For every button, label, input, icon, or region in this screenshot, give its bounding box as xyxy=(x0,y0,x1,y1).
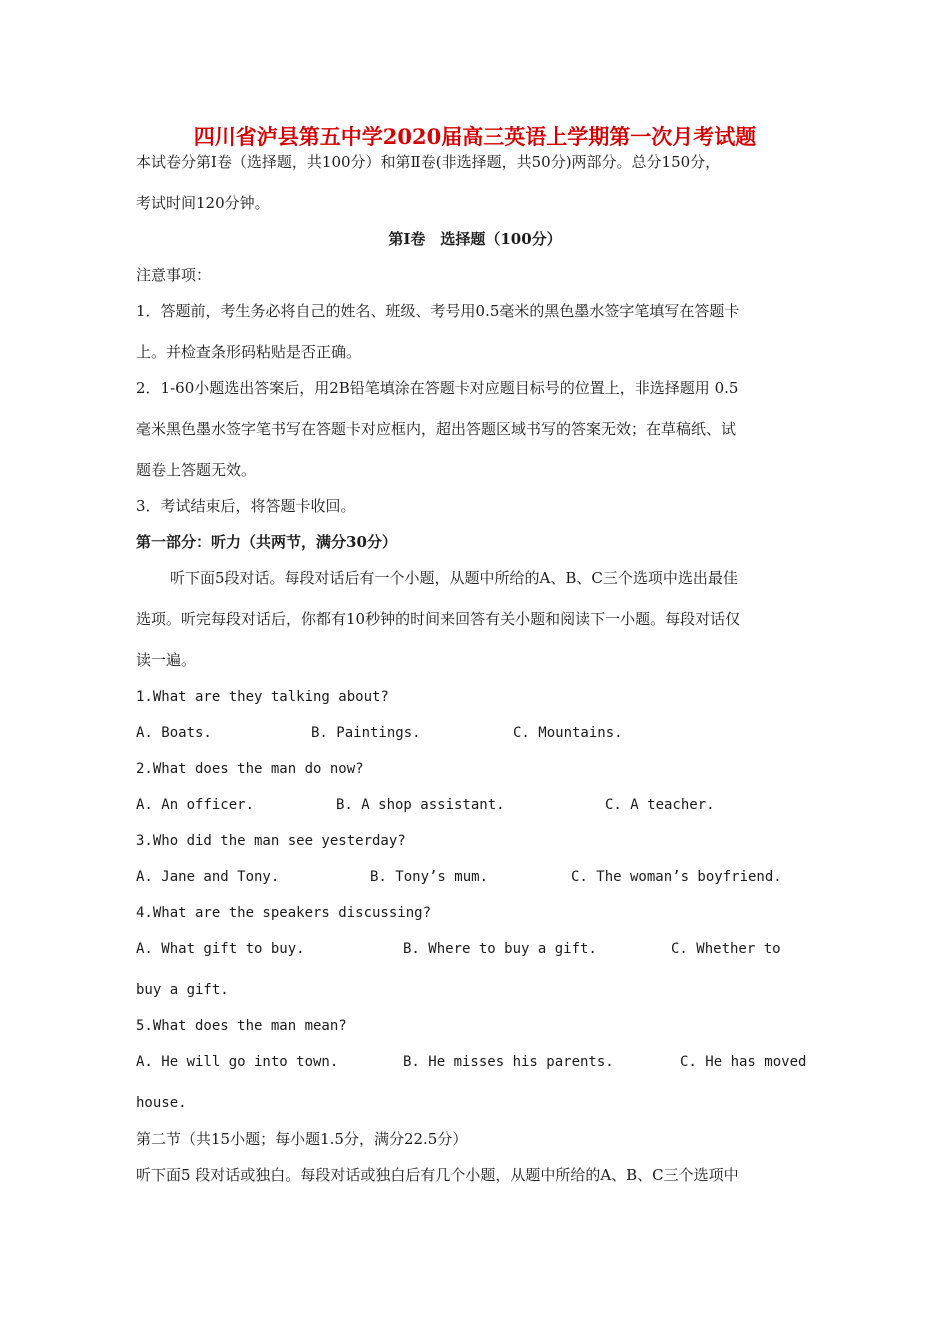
section1-heading: 第一部分：听力（共两节，满分30分） xyxy=(136,533,397,551)
part1-heading: 第Ⅰ卷 选择题（100分） xyxy=(388,230,562,248)
question-3-stem: 3.Who did the man see yesterday? xyxy=(136,833,406,849)
notice-2-line-3: 题卷上答题无效。 xyxy=(136,461,257,479)
notice-1-line-1: 1．答题前，考生务必将自己的姓名、班级、考号用0.5毫米的黑色墨水签字笔填写在答题卡 xyxy=(136,302,740,320)
question-2-option-a: A. An officer. xyxy=(136,797,255,813)
question-4-option-c: C. Whether to xyxy=(671,941,781,957)
question-3-option-a: A. Jane and Tony. xyxy=(136,869,280,885)
section1-instruction-line-1: 听下面5段对话。每段对话后有一个小题，从题中所给的A、B、C三个选项中选出最佳 xyxy=(170,569,738,587)
question-5-option-c-continued: house. xyxy=(136,1095,187,1111)
question-2-option-c: C. A teacher. xyxy=(605,797,715,813)
question-2-option-b: B. A shop assistant. xyxy=(336,797,505,813)
notice-1-line-2: 上。并检查条形码粘贴是否正确。 xyxy=(136,343,362,361)
question-4-option-b: B. Where to buy a gift. xyxy=(403,941,597,957)
notice-label: 注意事项： xyxy=(136,266,212,284)
question-1-option-b: B. Paintings. xyxy=(311,725,421,741)
intro-line-1: 本试卷分第Ⅰ卷（选择题，共100分）和第Ⅱ卷(非选择题，共50分)两部分。总分150分， xyxy=(136,153,721,171)
question-5-option-b: B. He misses his parents. xyxy=(403,1054,614,1070)
question-5-option-c: C. He has moved xyxy=(680,1054,807,1070)
section2-instruction-line-1: 听下面5 段对话或独白。每段对话或独白后有几个小题，从题中所给的A、B、C三个选项中 xyxy=(136,1166,739,1184)
notice-2-line-1: 2．1-60小题选出答案后，用2B铅笔填涂在答题卡对应题目标号的位置上，非选择题用 0.5 xyxy=(136,379,739,397)
question-5-option-a: A. He will go into town. xyxy=(136,1054,339,1070)
question-1-stem: 1.What are they talking about? xyxy=(136,689,389,705)
section2-heading: 第二节（共15小题；每小题1.5分，满分22.5分） xyxy=(136,1130,468,1148)
question-1-option-a: A. Boats. xyxy=(136,725,212,741)
question-5-stem: 5.What does the man mean? xyxy=(136,1018,347,1034)
question-1-option-c: C. Mountains. xyxy=(513,725,623,741)
question-4-option-a: A. What gift to buy. xyxy=(136,941,305,957)
question-3-option-c: C. The woman’s boyfriend. xyxy=(571,869,782,885)
question-3-option-b: B. Tony’s mum. xyxy=(370,869,489,885)
section1-instruction-line-3: 读一遍。 xyxy=(136,651,197,669)
section1-instruction-line-2: 选项。听完每段对话后，你都有10秒钟的时间来回答有关小题和阅读下一小题。每段对话仅 xyxy=(136,610,741,628)
notice-2-line-2: 毫米黑色墨水签字笔书写在答题卡对应框内，超出答题区域书写的答案无效；在草稿纸、试 xyxy=(136,420,737,438)
question-2-stem: 2.What does the man do now? xyxy=(136,761,364,777)
document-title: 四川省泸县第五中学2020届高三英语上学期第一次月考试题 xyxy=(193,124,757,149)
notice-3: 3．考试结束后，将答题卡收回。 xyxy=(136,497,356,515)
question-4-stem: 4.What are the speakers discussing? xyxy=(136,905,432,921)
intro-line-2: 考试时间120分钟。 xyxy=(136,194,270,212)
question-4-option-c-continued: buy a gift. xyxy=(136,982,229,998)
